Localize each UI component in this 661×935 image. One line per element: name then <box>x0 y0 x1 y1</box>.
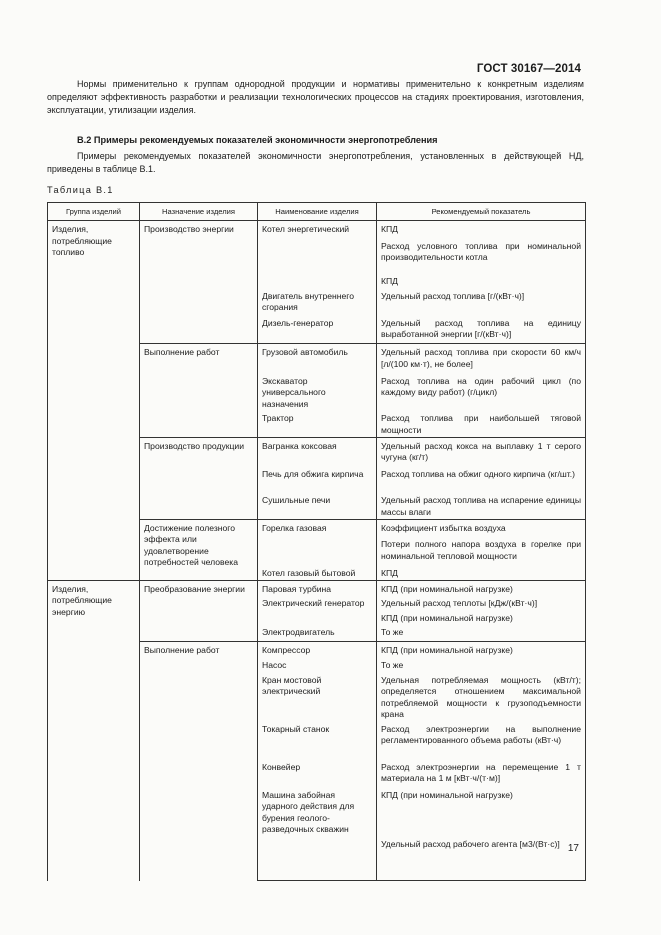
indicator-text: Расход топлива на обжиг одного кирпича (кг/шт.) <box>381 469 575 479</box>
product-name: Двигатель внутреннего сгорания <box>262 290 355 312</box>
product-name-cell <box>258 787 377 836</box>
header-name: Наименование изделия <box>258 203 377 221</box>
indicator-cell <box>377 759 586 787</box>
indicator-cell <box>377 519 586 536</box>
indicator-cell <box>377 437 586 466</box>
indicator-cell <box>377 672 586 721</box>
product-name-cell <box>258 610 377 625</box>
purpose-cell <box>140 519 258 580</box>
indicator-text: КПД <box>381 568 399 578</box>
indicator-text: Удельный расход топлива при скорости 60 км/ч [л/(100 км·т), не более] <box>381 347 581 369</box>
product-name-cell <box>258 410 377 437</box>
indicator-text: Расход электроэнергии на выполнение регламентированного объема работы (кВт·ч) <box>381 723 581 745</box>
table-caption: Таблица В.1 <box>47 185 114 195</box>
product-name-cell <box>258 315 377 344</box>
purpose-label: Выполнение работ <box>144 644 220 655</box>
indicator-cell <box>377 273 586 288</box>
product-name-cell <box>258 288 377 315</box>
indicator-text: Расход топлива на один рабочий цикл (по каждому виду работ) (г/цикл) <box>381 375 581 397</box>
product-name: Печь для обжига кирпича <box>262 469 364 479</box>
indicator-cell <box>377 721 586 759</box>
indicator-text: Удельный расход топлива [г/(кВт·ч)] <box>381 290 525 301</box>
table-header-row <box>48 203 586 221</box>
intro-paragraph: Нормы применительно к группам однородной продукции и нормативы применительно к конкретным изделиям определяют эффективность разработки и реализации технологических процессов на стадиях проектирования, изготовления, эксплуатации, утилизации изделия. <box>47 79 584 115</box>
indicator-text: Расход топлива при наибольшей тяговой мощности <box>381 413 581 435</box>
indicator-text: КПД <box>381 275 399 286</box>
product-name: Грузовой автомобиль <box>262 347 348 357</box>
purpose-cell <box>140 344 258 438</box>
indicator-text: Удельная потребляемая мощность (кВт/т); определяется отношением максимальной потребляемой мощности к грузоподъемности крана <box>381 674 581 719</box>
purpose-cell <box>140 580 258 641</box>
purpose-label: Производство продукции <box>144 440 245 451</box>
indicator-cell <box>377 492 586 519</box>
indicator-cell <box>377 641 586 657</box>
group-cell <box>48 580 140 881</box>
product-name-cell <box>258 437 377 466</box>
product-name-cell <box>258 238 377 273</box>
product-name-cell <box>258 344 377 373</box>
purpose-cell <box>140 437 258 519</box>
product-name: Горелка газовая <box>262 522 327 533</box>
header-purpose: Назначение изделия <box>140 203 258 221</box>
group-label: Изделия, потребляющие энергию <box>52 583 112 617</box>
purpose-label: Производство энергии <box>144 224 234 234</box>
header-indicator: Рекомендуемый показатель <box>377 203 586 221</box>
product-name: Экскаватор универсального назначения <box>262 375 326 409</box>
indicator-cell <box>377 288 586 315</box>
product-name: Электродвигатель <box>262 627 335 637</box>
product-name: Котел энергетический <box>262 224 350 234</box>
product-name-cell <box>258 721 377 759</box>
indicator-cell <box>377 221 586 238</box>
indicator-cell <box>377 315 586 344</box>
product-name: Сушильные печи <box>262 495 331 505</box>
product-name-cell <box>258 492 377 519</box>
indicator-cell <box>377 836 586 881</box>
purpose-cell <box>140 641 258 881</box>
product-name-cell <box>258 641 377 657</box>
product-name-cell <box>258 536 377 565</box>
product-name-cell <box>258 624 377 641</box>
purpose-cell <box>140 221 258 344</box>
indicator-text: КПД (при номинальной нагрузке) <box>381 612 513 623</box>
indicator-cell <box>377 657 586 672</box>
indicator-cell <box>377 610 586 625</box>
indicator-text: Расход электроэнергии на перемещение 1 т материала на 1 м [кВт·ч/(т·м)] <box>381 761 581 783</box>
indicator-text: Удельный расход кокса на выплавку 1 т серого чугуна (кг/т) <box>381 440 581 462</box>
indicator-cell <box>377 565 586 580</box>
product-name-cell <box>258 759 377 787</box>
indicator-text: Удельный расход теплоты [кДж/(кВт·ч)] <box>381 598 538 608</box>
product-name: Трактор <box>262 413 294 423</box>
indicator-text: Удельный расход топлива на испарение единицы массы влаги <box>381 495 581 517</box>
indicator-text: Потери полного напора воздуха в горелке при номинальной тепловой мощности <box>381 539 581 561</box>
standard-header: ГОСТ 30167—2014 <box>476 63 581 75</box>
indicator-cell <box>377 344 586 373</box>
product-name: Конвейер <box>262 761 301 772</box>
product-name: Токарный станок <box>262 723 330 734</box>
purpose-label: Достижение полезного эффекта или удовлетворение потребностей человека <box>144 522 239 567</box>
product-name-cell <box>258 273 377 288</box>
section-paragraph: Примеры рекомендуемых показателей экономичности энергопотребления, установленных в действующей НД, приведены в таблице В.1. <box>47 151 584 174</box>
product-name-cell <box>258 466 377 492</box>
indicator-cell <box>377 536 586 565</box>
indicator-cell <box>377 238 586 273</box>
table-row <box>48 580 586 595</box>
purpose-label: Выполнение работ <box>144 347 220 357</box>
product-name-cell <box>258 519 377 536</box>
section-title: В.2 Примеры рекомендуемых показателей экономичности энергопотребления <box>77 135 438 145</box>
indicator-text: КПД (при номинальной нагрузке) <box>381 583 513 594</box>
indicator-text: То же <box>381 627 404 637</box>
indicator-cell <box>377 373 586 411</box>
indicator-cell <box>377 595 586 610</box>
header-group: Группа изделий <box>48 203 140 221</box>
product-name: Электрический генератор <box>262 598 365 608</box>
product-name-cell <box>258 580 377 595</box>
product-name-cell <box>258 221 377 238</box>
product-name: Дизель-генератор <box>262 317 334 328</box>
indicator-text: Удельный расход топлива на единицу выработанной энергии [г/(кВт·ч)] <box>381 317 581 339</box>
product-name: Кран мостовой электрический <box>262 674 322 696</box>
indicator-cell <box>377 580 586 595</box>
product-name-cell <box>258 565 377 580</box>
group-cell <box>48 221 140 581</box>
product-name-cell <box>258 836 377 881</box>
purpose-label: Преобразование энергии <box>144 583 245 594</box>
indicator-text: То же <box>381 660 404 670</box>
product-name-cell <box>258 657 377 672</box>
indicator-cell <box>377 410 586 437</box>
indicator-text: Коэффициент избытка воздуха <box>381 522 506 533</box>
group-label: Изделия, потребляющие топливо <box>52 224 112 257</box>
product-name: Паровая турбина <box>262 583 332 594</box>
indicator-text: Удельный расход рабочего агента [м3/(Вт·с)] <box>381 838 560 849</box>
product-name: Компрессор <box>262 644 311 655</box>
product-name: Котел газовый бытовой <box>262 568 356 578</box>
indicator-text: Расход условного топлива при номинальной производительности котла <box>381 240 581 262</box>
page-number: 17 <box>567 843 579 854</box>
indicator-cell <box>377 787 586 836</box>
indicator-cell <box>377 466 586 492</box>
table-row <box>48 221 586 238</box>
product-name: Машина забойная ударного действия для бурения геолого-разведочных скважин <box>262 789 355 834</box>
product-name: Насос <box>262 660 287 670</box>
product-name-cell <box>258 672 377 721</box>
indicator-cell <box>377 624 586 641</box>
indicator-text: КПД (при номинальной нагрузке) <box>381 644 513 655</box>
product-name: Вагранка коксовая <box>262 440 337 451</box>
indicator-text: КПД (при номинальной нагрузке) <box>381 789 513 800</box>
product-name-cell <box>258 373 377 411</box>
product-name-cell <box>258 595 377 610</box>
indicator-text: КПД <box>381 224 399 234</box>
indicators-table <box>47 202 586 881</box>
